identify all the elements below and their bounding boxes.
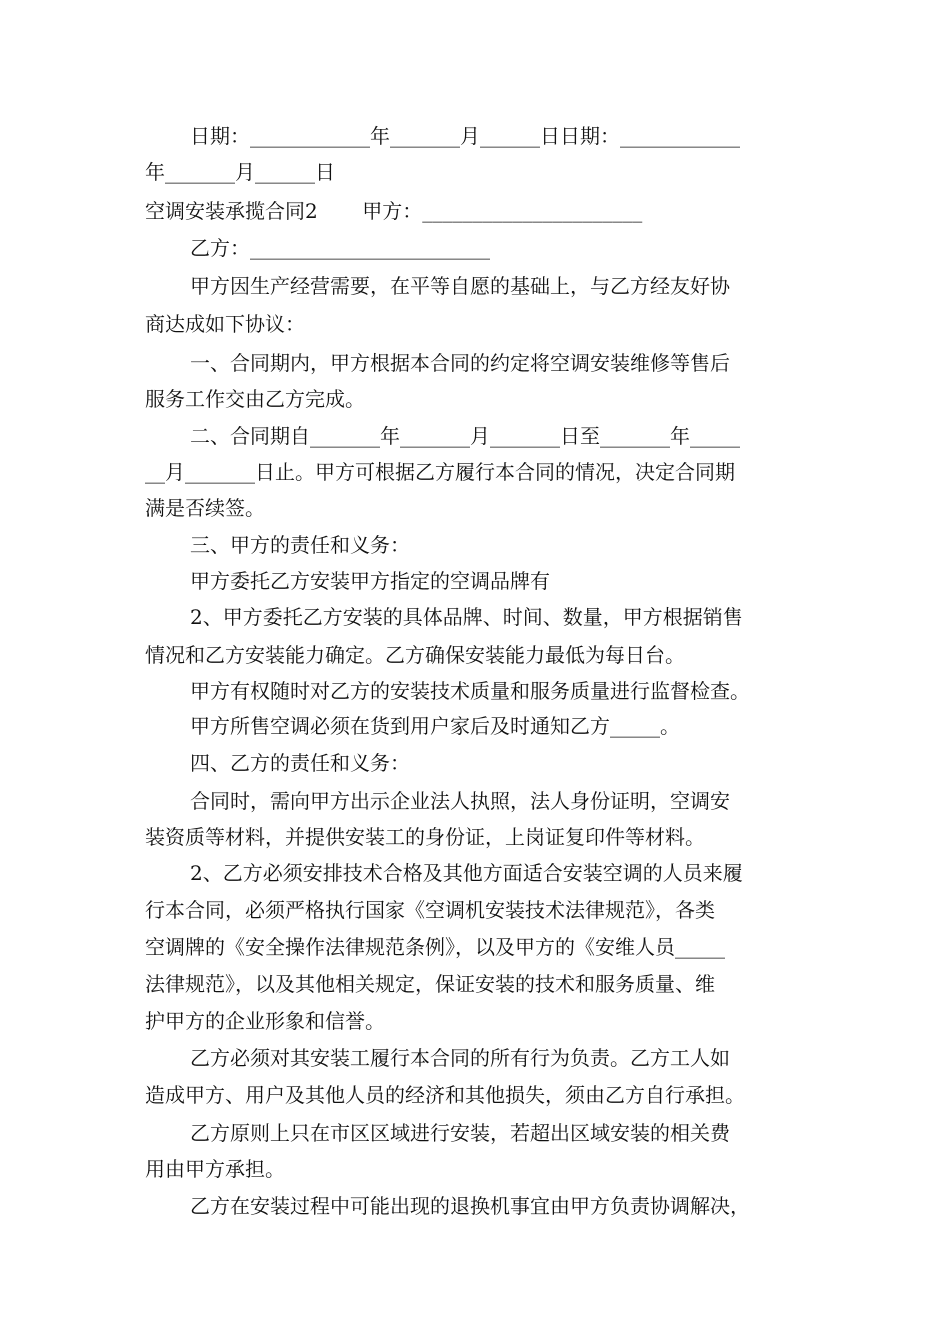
text-line (190, 745, 810, 781)
text-line (190, 1188, 810, 1224)
text-line (145, 306, 810, 342)
text-line (145, 892, 810, 928)
line-text: 情况和乙方安装能力确定。乙方确保安装能力最低为每日台。 (145, 643, 685, 667)
line-text: 服务工作交由乙方完成。 (145, 387, 365, 411)
text-line (190, 230, 810, 266)
line-text: 日期：____________年_______月______日日期：____________ (190, 124, 740, 148)
text-line (145, 637, 810, 673)
text-line (145, 381, 810, 417)
line-text: 三、甲方的责任和义务： (190, 533, 410, 557)
line-text: 甲方委托乙方安装甲方指定的空调品牌有 (190, 569, 550, 593)
text-line (145, 193, 810, 229)
line-text: 年_______月______日 (145, 160, 335, 184)
line-text: 造成甲方、用户及其他人员的经济和其他损失，须由乙方自行承担。 (145, 1083, 745, 1107)
line-text: 法律规范》，以及其他相关规定，保证安装的技术和服务质量、维 (145, 972, 715, 996)
line-text: 行本合同，必须严格执行国家《空调机安装技术法律规范》，各类 (145, 898, 715, 922)
line-text: 二、合同期自_______年_______月_______日至_______年_____ (190, 424, 740, 448)
text-line (145, 490, 810, 526)
line-text: 四、乙方的责任和义务： (190, 751, 410, 775)
line-text: __月_______日止。甲方可根据乙方履行本合同的情况，决定合同期 (145, 460, 735, 484)
text-line (145, 819, 810, 855)
line-text: 空调牌的《安全操作法律规范条例》，以及甲方的《安维人员_____ (145, 935, 725, 959)
text-line (190, 345, 810, 381)
line-text: 乙方原则上只在市区区域进行安装，若超出区域安装的相关费 (190, 1121, 730, 1145)
text-line (190, 268, 810, 304)
text-line (190, 783, 810, 819)
text-line (190, 1115, 810, 1151)
line-text: 甲方有权随时对乙方的安装技术质量和服务质量进行监督检查。 (190, 679, 750, 703)
line-text: 合同时，需向甲方出示企业法人执照，法人身份证明，空调安 (190, 789, 730, 813)
line-text: 商达成如下协议： (145, 312, 305, 336)
text-line (190, 855, 810, 891)
line-text: 甲方所售空调必须在货到用户家后及时通知乙方_____。 (190, 714, 680, 738)
line-text: 用由甲方承担。 (145, 1157, 285, 1181)
line-text: 满是否续签。 (145, 496, 265, 520)
text-line (190, 673, 810, 709)
line-text: 装资质等材料，并提供安装工的身份证，上岗证复印件等材料。 (145, 825, 705, 849)
text-line (190, 599, 810, 635)
line-text: 乙方必须对其安装工履行本合同的所有行为负责。乙方工人如 (190, 1046, 730, 1070)
text-line (145, 454, 810, 490)
line-text: 乙方：________________________ (190, 236, 490, 260)
line-text: 2、乙方必须安排技术合格及其他方面适合安装空调的人员来履 (190, 861, 743, 885)
text-line (145, 1003, 810, 1039)
text-line (190, 1040, 810, 1076)
line-text: 甲方因生产经营需要，在平等自愿的基础上，与乙方经友好协 (190, 274, 730, 298)
text-line (145, 1077, 810, 1113)
text-line (190, 563, 810, 599)
text-line (190, 708, 810, 744)
line-text: 空调安装承揽合同2 甲方：______________________ (145, 199, 643, 223)
text-line (190, 418, 810, 454)
text-line (190, 118, 810, 154)
text-line (145, 154, 810, 190)
text-line (145, 929, 810, 965)
text-line (145, 1151, 810, 1187)
line-text: 一、合同期内，甲方根据本合同的约定将空调安装维修等售后 (190, 351, 730, 375)
line-text: 2、甲方委托乙方安装的具体品牌、时间、数量，甲方根据销售 (190, 605, 743, 629)
line-text: 护甲方的企业形象和信誉。 (145, 1009, 385, 1033)
line-text: 乙方在安装过程中可能出现的退换机事宜由甲方负责协调解决， (190, 1194, 750, 1218)
text-line (190, 527, 810, 563)
text-line (145, 966, 810, 1002)
